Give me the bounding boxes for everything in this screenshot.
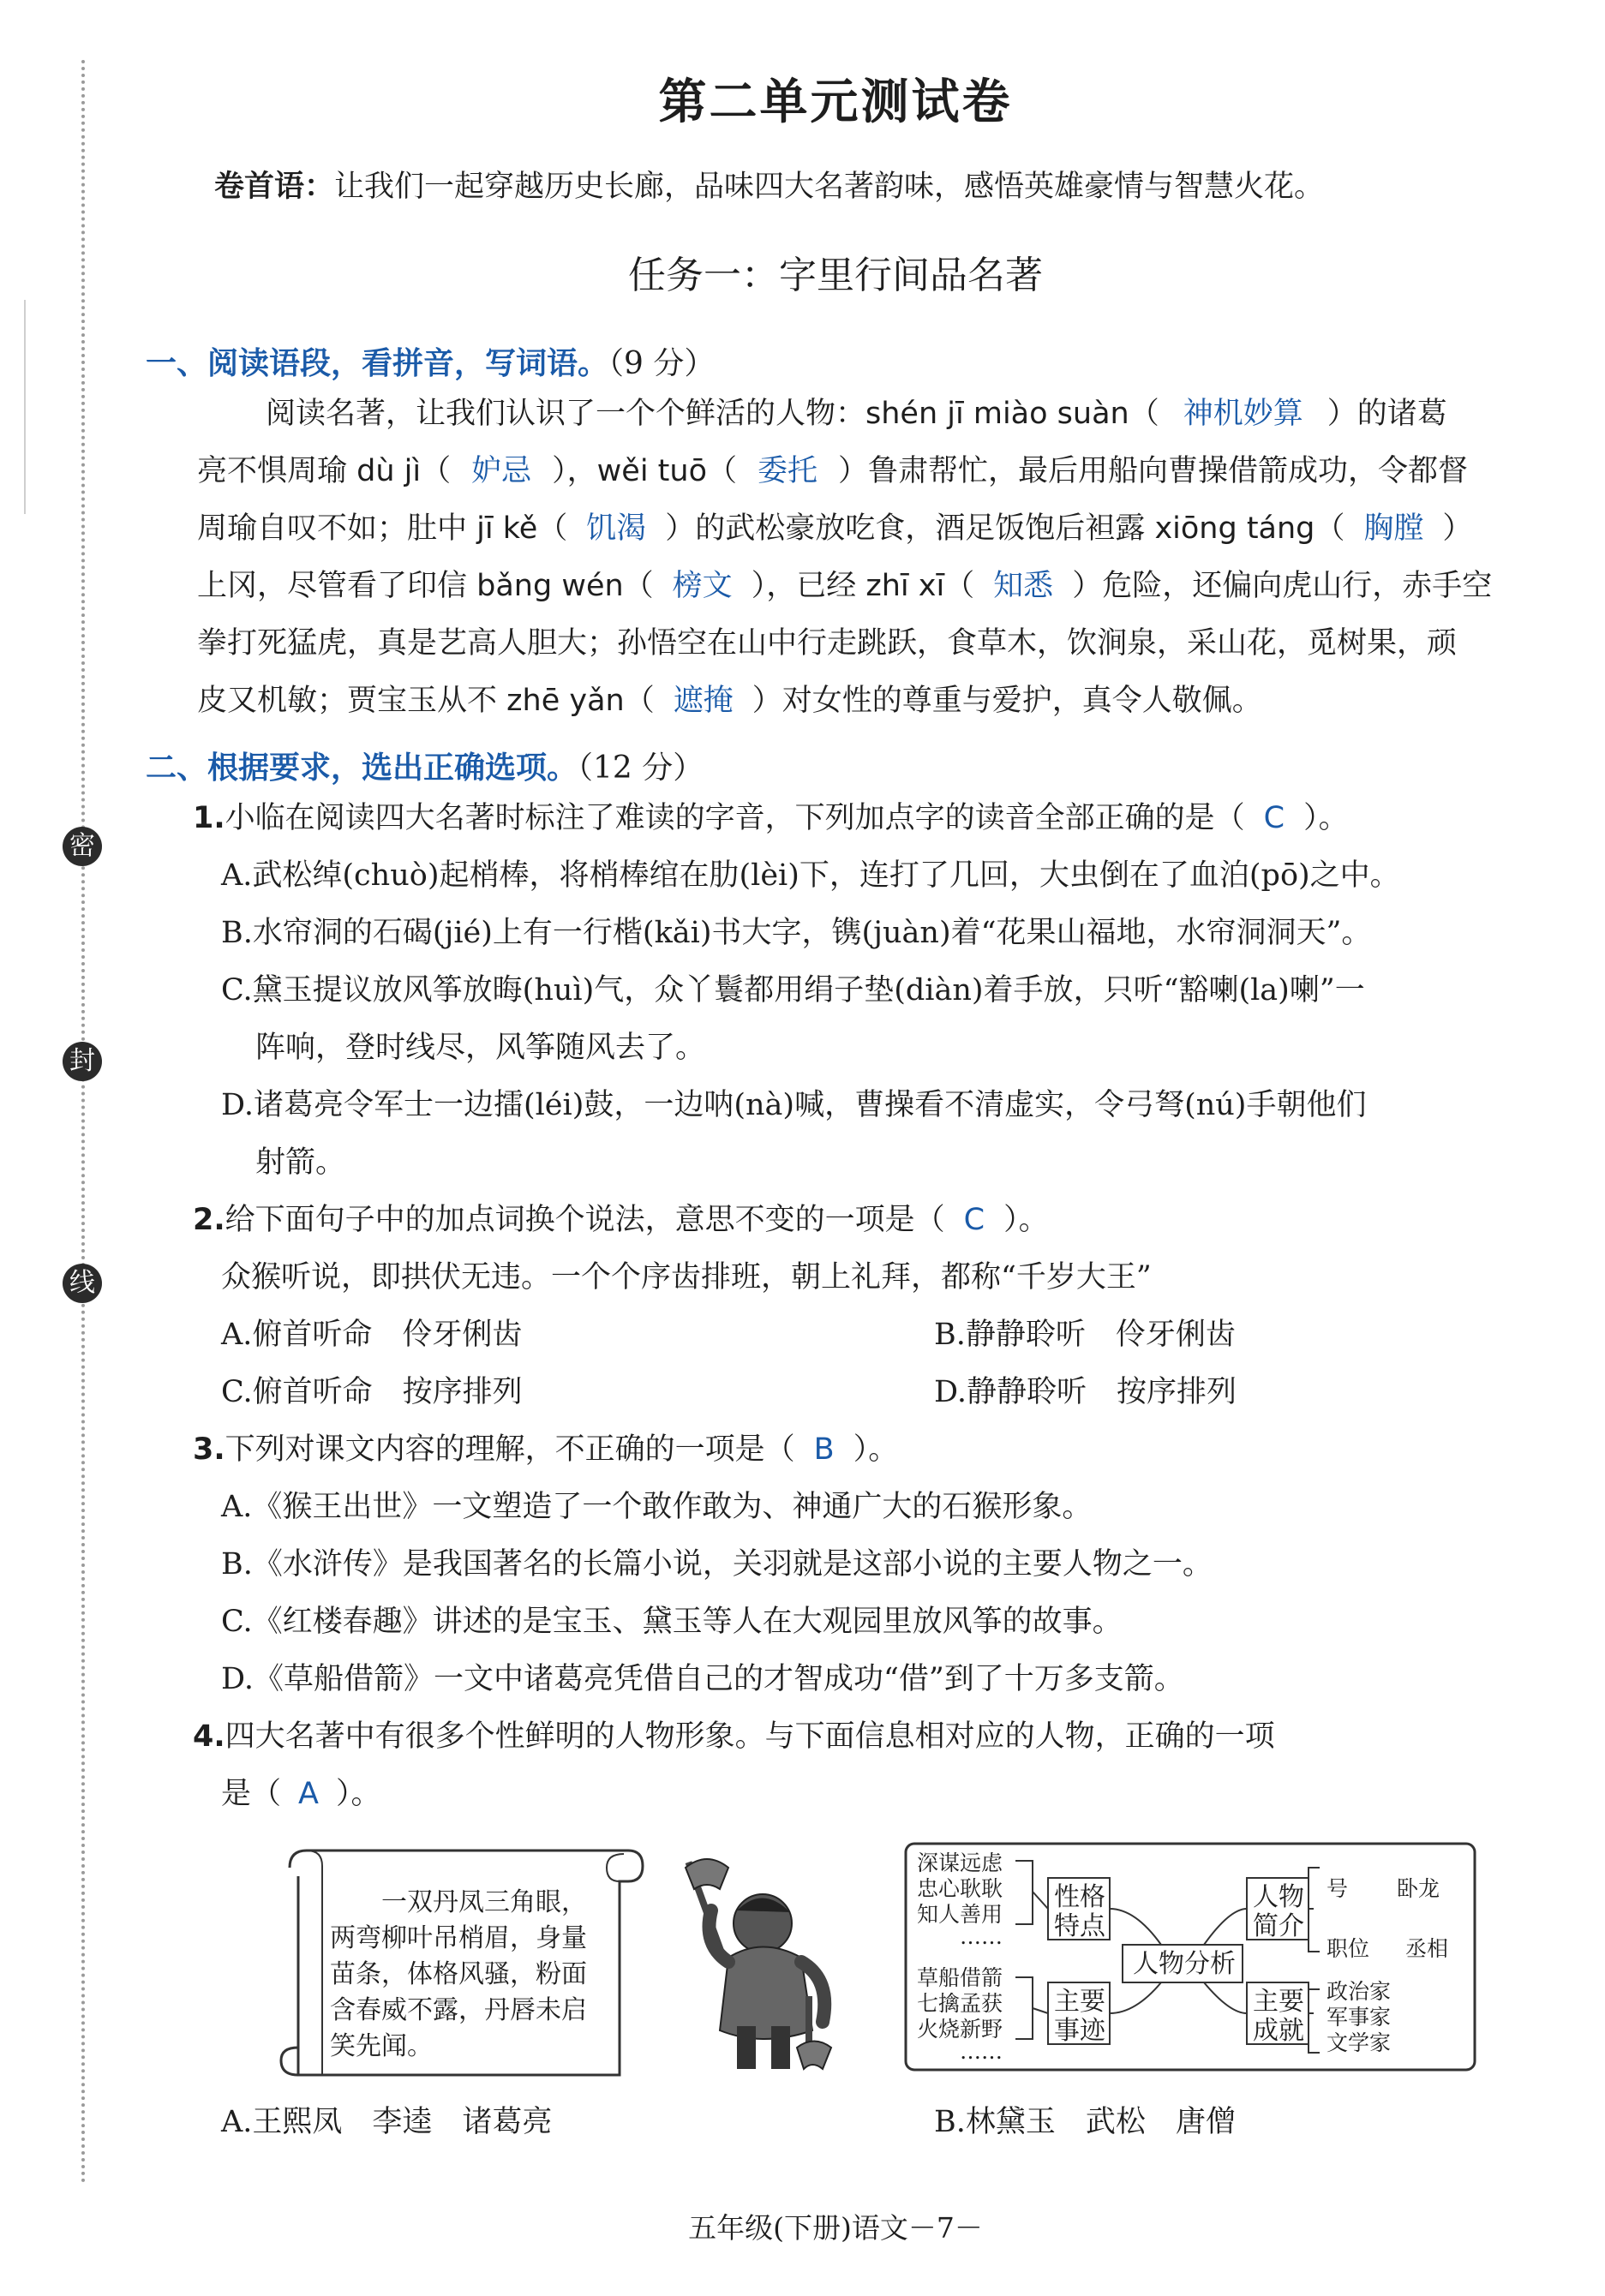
mm-lb-4: …… <box>960 2039 1003 2064</box>
character-illustration <box>677 1851 848 2082</box>
answer-1: 神机妙算 <box>1183 397 1303 431</box>
q4-option-a: A.王熙凤 李逵 诸葛亮 <box>221 2105 553 2139</box>
q3-option-a: A.《猴王出世》一文塑造了一个敢作敢为、神通广大的石猴形象。 <box>221 1490 1093 1524</box>
q2-option-d: D.静静聆听 按序排列 <box>934 1375 1237 1409</box>
scroll-line-4: 含春威不露，丹唇未启 <box>330 1995 587 2025</box>
q2-sentence: 众猴听说，即拱伏无违。一个个序齿排班，朝上礼拜，都称“千岁大王” <box>221 1260 1152 1294</box>
scroll-line-3: 苗条，体格风骚，粉面 <box>330 1959 587 1989</box>
mm-rb-3: 文学家 <box>1327 2030 1392 2055</box>
mm-lt-1: 深谋远虑 <box>917 1851 1003 1875</box>
q1-answer: C <box>1263 801 1285 835</box>
scroll-line-5: 笑先闻。 <box>330 2031 433 2061</box>
q3-option-d: D.《草船借箭》一文中诸葛亮凭借自己的才智成功“借”到了十万多支箭。 <box>221 1662 1184 1696</box>
section1-heading: 一、阅读语段，看拼音，写词语。（9 分） <box>146 346 716 381</box>
q4-option-b: B.林黛玉 武松 唐僧 <box>934 2105 1236 2139</box>
section2-heading: 二、根据要求，选出正确选项。（12 分） <box>146 750 704 786</box>
q1-option-d-2: 射箭。 <box>255 1145 346 1180</box>
mm-rt-1b: 卧龙 <box>1397 1876 1440 1901</box>
q3-option-c: C.《红楼春趣》讲述的是宝玉、黛玉等人在大观园里放风筝的故事。 <box>221 1605 1123 1639</box>
answer-4: 饥渴 <box>586 511 647 546</box>
seal-xian: 线 <box>63 1264 102 1303</box>
mm-box-rb-1: 主要 <box>1253 1987 1304 2017</box>
q1-option-b: B.水帘洞的石碣(jié)上有一行楷(kǎi)书大字，镌(juàn)着“花果山福地，水帘洞洞天”。 <box>221 916 1372 950</box>
seal-mi: 密 <box>63 827 102 866</box>
answer-2: 妒忌 <box>471 454 532 488</box>
answer-3: 委托 <box>757 454 817 488</box>
q4-stem-1: 4.四大名著中有很多个性鲜明的人物形象。与下面信息相对应的人物，正确的一项 <box>193 1719 1275 1754</box>
scroll-line-2: 两弯柳叶吊梢眉，身量 <box>330 1923 587 1953</box>
mm-lb-2: 七擒孟获 <box>917 1991 1003 2016</box>
motto-text: 让我们一起穿越历史长廊，品味四大名著韵味，感悟英雄豪情与智慧火花。 <box>334 170 1325 204</box>
mm-lt-2: 忠心耿耿 <box>917 1876 1003 1901</box>
mm-lb-1: 草船借箭 <box>917 1965 1003 1990</box>
q3-answer: B <box>813 1432 835 1467</box>
answer-6: 榜文 <box>672 569 733 603</box>
motto-label: 卷首语： <box>214 170 335 204</box>
q2-stem: 2.给下面句子中的加点词换个说法，意思不变的一项是（ C ）。 <box>193 1203 1049 1237</box>
s1-line-4: 上冈，尽管看了印信 bǎng wén（ 榜文 ），已经 zhī xī（ 知悉 ）危险，还偏向虎山行，赤手空 <box>197 569 1493 603</box>
mm-box-lt-1: 性格 <box>1054 1882 1105 1912</box>
mm-lt-4: …… <box>960 1924 1003 1949</box>
q3-option-b: B.《水浒传》是我国著名的长篇小说，关羽就是这部小说的主要人物之一。 <box>221 1547 1213 1581</box>
motto <box>214 163 1324 206</box>
q2-option-a: A.俯首听命 伶牙俐齿 <box>221 1318 523 1352</box>
answer-5: 胸膛 <box>1363 511 1424 546</box>
answer-7: 知悉 <box>993 569 1054 603</box>
mm-rt-2b: 丞相 <box>1405 1936 1449 1961</box>
q2-option-c: C.俯首听命 按序排列 <box>221 1375 523 1409</box>
mm-box-lb-1: 主要 <box>1054 1987 1105 2017</box>
q1-option-c-1: C.黛玉提议放风筝放晦(huì)气，众丫鬟都用绢子垫(diàn)着手放，只听“豁喇(la)喇”一 <box>221 973 1365 1007</box>
binding-dotted-line <box>81 60 85 2185</box>
s1-line-6: 皮又机敏；贾宝玉从不 zhē yǎn（ 遮掩 ）对女性的尊重与爱护，真令人敬佩。 <box>197 684 1262 718</box>
mm-lt-3: 知人善用 <box>917 1902 1003 1927</box>
left-edge-rule <box>24 300 26 514</box>
mm-box-lt-2: 特点 <box>1054 1911 1105 1941</box>
scroll-text <box>330 1885 621 2065</box>
mm-rt-2a: 职位 <box>1327 1936 1370 1961</box>
mm-box-lb-2: 事迹 <box>1054 2016 1105 2046</box>
mm-rt-1a: 号 <box>1327 1876 1349 1901</box>
mm-rb-1: 政治家 <box>1327 1979 1392 2004</box>
page-title: 第二单元测试卷 <box>658 74 1013 130</box>
q2-answer: C <box>963 1203 985 1237</box>
s1-line-1: 阅读名著，让我们认识了一个个鲜活的人物：shén jī miào suàn（ 神机妙算 ）的诸葛 <box>266 397 1447 431</box>
mm-rb-2: 军事家 <box>1327 2005 1392 2030</box>
page-footer: 五年级(下册)语文－7－ <box>688 2211 983 2245</box>
s1-line-2: 亮不惧周瑜 dù jì（ 妒忌 ），wěi tuō（ 委托 ）鲁肃帮忙，最后用船向曹操借箭成功，令都督 <box>197 454 1469 488</box>
q3-stem: 3.下列对课文内容的理解，不正确的一项是（ B ）。 <box>193 1432 899 1467</box>
mm-box-rt-1: 人物 <box>1253 1882 1304 1912</box>
mm-box-rb-2: 成就 <box>1253 2016 1304 2046</box>
mm-lb-3: 火烧新野 <box>917 2017 1003 2042</box>
q2-option-b: B.静静聆听 伶牙俐齿 <box>934 1318 1236 1352</box>
answer-8: 遮掩 <box>673 684 734 718</box>
mm-center: 人物分析 <box>1133 1949 1236 1979</box>
seal-feng: 封 <box>63 1042 102 1081</box>
mm-box-rt-2: 简介 <box>1253 1911 1304 1941</box>
q1-stem: 1.小临在阅读四大名著时标注了难读的字音，下列加点字的读音全部正确的是（ C ）。 <box>193 801 1349 835</box>
scroll-line-1: 一双丹凤三角眼， <box>330 1887 587 1917</box>
s1-line-5: 拳打死猛虎，真是艺高人胆大；孙悟空在山中行走跳跃，食草木，饮涧泉，采山花，觅树果，顽 <box>197 626 1458 661</box>
q1-option-c-2: 阵响，登时线尽，风筝随风去了。 <box>255 1031 706 1065</box>
q4-answer: A <box>298 1777 319 1811</box>
q1-option-d-1: D.诸葛亮令军士一边擂(léi)鼓，一边呐(nà)喊，曹操看不清虚实，令弓弩(nú)手朝他们 <box>221 1088 1367 1122</box>
q1-option-a: A.武松绰(chuò)起梢棒，将梢棒绾在肋(lèi)下，连打了几回，大虫倒在了血泊(pō)之中。 <box>221 858 1400 893</box>
task-heading: 任务一：字里行间品名著 <box>628 254 1043 297</box>
s1-line-3: 周瑜自叹不如；肚中 jī kě（ 饥渴 ）的武松豪放吃食，酒足饭饱后袒露 xiōng táng（ 胸膛 ） <box>197 511 1473 546</box>
q4-stem-2: 是（ A ）。 <box>221 1777 381 1811</box>
